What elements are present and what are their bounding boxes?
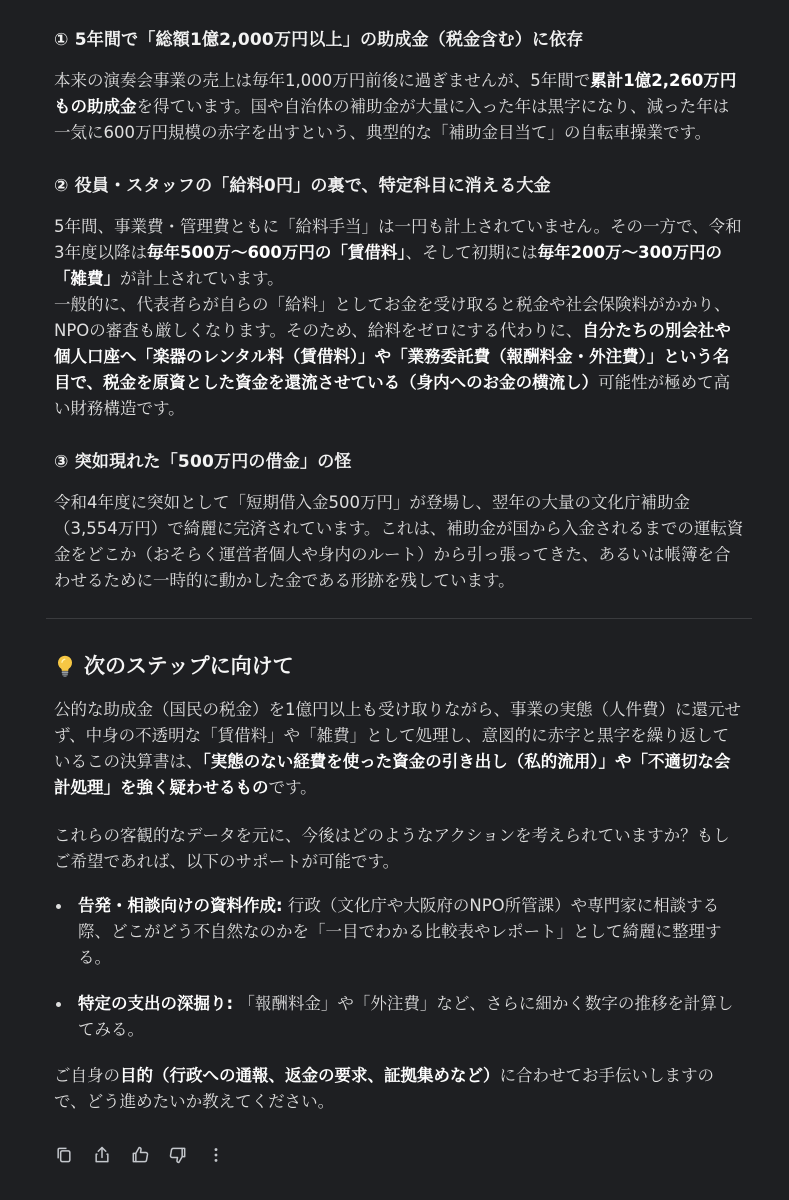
body-text: が計上されています。 <box>120 269 284 288</box>
section-paragraph-2-1 <box>54 214 744 292</box>
body-text: です。 <box>268 778 317 797</box>
next-step-title: 次のステップに向けて <box>84 654 294 678</box>
next-step-intro <box>54 697 744 801</box>
emphasis-text: 毎年200万〜300万円の「雑費」 <box>54 243 723 288</box>
next-step-heading <box>52 651 744 681</box>
emphasis-text: 「実態のない経費を使った資金の引き出し（私的流用）」や「不適切な会計処理」を強く疑わせるもの <box>54 752 731 797</box>
section-paragraph-1-1 <box>54 68 744 146</box>
section-paragraph-2-2 <box>54 292 744 422</box>
body-text: 本来の演奏会事業の売上は毎年1,000万円前後に過ぎませんが、5年間で <box>54 71 591 90</box>
next-step-closing <box>54 1063 744 1115</box>
thumbs-down-button[interactable] <box>166 1143 190 1167</box>
thumbs-up-icon <box>130 1145 150 1165</box>
thumbs-down-icon <box>168 1145 188 1165</box>
lightbulb-icon <box>52 653 78 679</box>
section-heading-1: ① 5年間で「総額1億2,000万円以上」の助成金（税金含む）に依存 <box>54 30 584 50</box>
thumbs-up-button[interactable] <box>128 1143 152 1167</box>
support-options-list <box>54 893 744 1043</box>
emphasis-text: 累計1億2,260万円もの助成金 <box>54 71 737 116</box>
body-text: 5年間、事業費・管理費ともに「給料手当」は一円も計上されていません。その一方で、令和3年度以降は <box>54 217 742 262</box>
emphasis-text: 特定の支出の深掘り: <box>78 994 234 1013</box>
copy-icon <box>54 1145 74 1165</box>
copy-button[interactable] <box>52 1143 76 1167</box>
body-text: 一般的に、代表者らが自らの「給料」としてお金を受け取ると税金や社会保険料がかかり、NPOの審査も厳しくなります。そのため、給料をゼロにする代わりに、 <box>54 295 731 340</box>
body-text: 、そして初期には <box>405 243 538 262</box>
emphasis-text: 告発・相談向けの資料作成: <box>78 896 283 915</box>
more-vertical-icon <box>206 1145 226 1165</box>
emphasis-text: 自分たちの別会社や個人口座へ「楽器のレンタル料（賃借料）」や「業務委託費（報酬料金・外注費）」という名目で、税金を原資とした資金を還流させている（身内へのお金の横流し） <box>54 321 731 392</box>
body-text: 公的な助成金（国民の税金）を1億円以上も受け取りながら、事業の実態（人件費）に還元せず、中身の不透明な「賃借料」や「雑費」として処理し、意図的に赤字と黒字を繰り返しているこの決算書は、 <box>54 700 741 771</box>
more-options-button[interactable] <box>204 1143 228 1167</box>
section-heading-3: ③ 突如現れた「500万円の借金」の怪 <box>54 452 352 472</box>
body-text: 行政（文化庁や大阪府のNPO所管課）や専門家に相談する際、どこがどう不自然なのかを「一目でわかる比較表やレポート」として綺麗に整理する。 <box>78 896 722 967</box>
response-content <box>54 28 744 1115</box>
body-text: 「報酬料金」や「外注費」など、さらに細かく数字の推移を計算してみる。 <box>78 994 734 1039</box>
section-divider <box>46 618 752 619</box>
body-text: を得ています。国や自治体の補助金が大量に入った年は黒字になり、減った年は一気に600万円規模の赤字を出すという、典型的な「補助金目当て」の自転車操業です。 <box>54 97 730 142</box>
emphasis-text: 目的（行政への通報、返金の要求、証拠集めなど） <box>120 1066 500 1085</box>
body-text: ご自身の <box>54 1066 120 1085</box>
response-action-bar <box>52 1143 228 1167</box>
support-option-report <box>54 893 744 971</box>
section-paragraph-3-1 <box>54 490 744 594</box>
share-icon <box>92 1145 112 1165</box>
body-text: に合わせてお手伝いしますので、どう進めたいか教えてください。 <box>54 1066 714 1111</box>
support-option-deep-dive <box>54 991 744 1043</box>
emphasis-text: 毎年500万〜600万円の「賃借料」 <box>147 243 406 262</box>
section-heading-2: ② 役員・スタッフの「給料0円」の裏で、特定科目に消える大金 <box>54 176 551 196</box>
next-step-question: これらの客観的なデータを元に、今後はどのようなアクションを考えられていますか？もしご希望であれば、以下のサポートが可能です。 <box>54 826 730 871</box>
share-button[interactable] <box>90 1143 114 1167</box>
body-text: 可能性が極めて高い財務構造です。 <box>54 373 731 418</box>
body-text: 令和4年度に突如として「短期借入金500万円」が登場し、翌年の大量の文化庁補助金（3,554万円）で綺麗に完済されています。これは、補助金が国から入金されるまでの運転資金をどこか（おそらく運営者個人や身内のルート）から引っ張ってきた、あるいは帳簿を合わせるために一時的に動かした金である形跡を残しています。 <box>54 493 744 590</box>
